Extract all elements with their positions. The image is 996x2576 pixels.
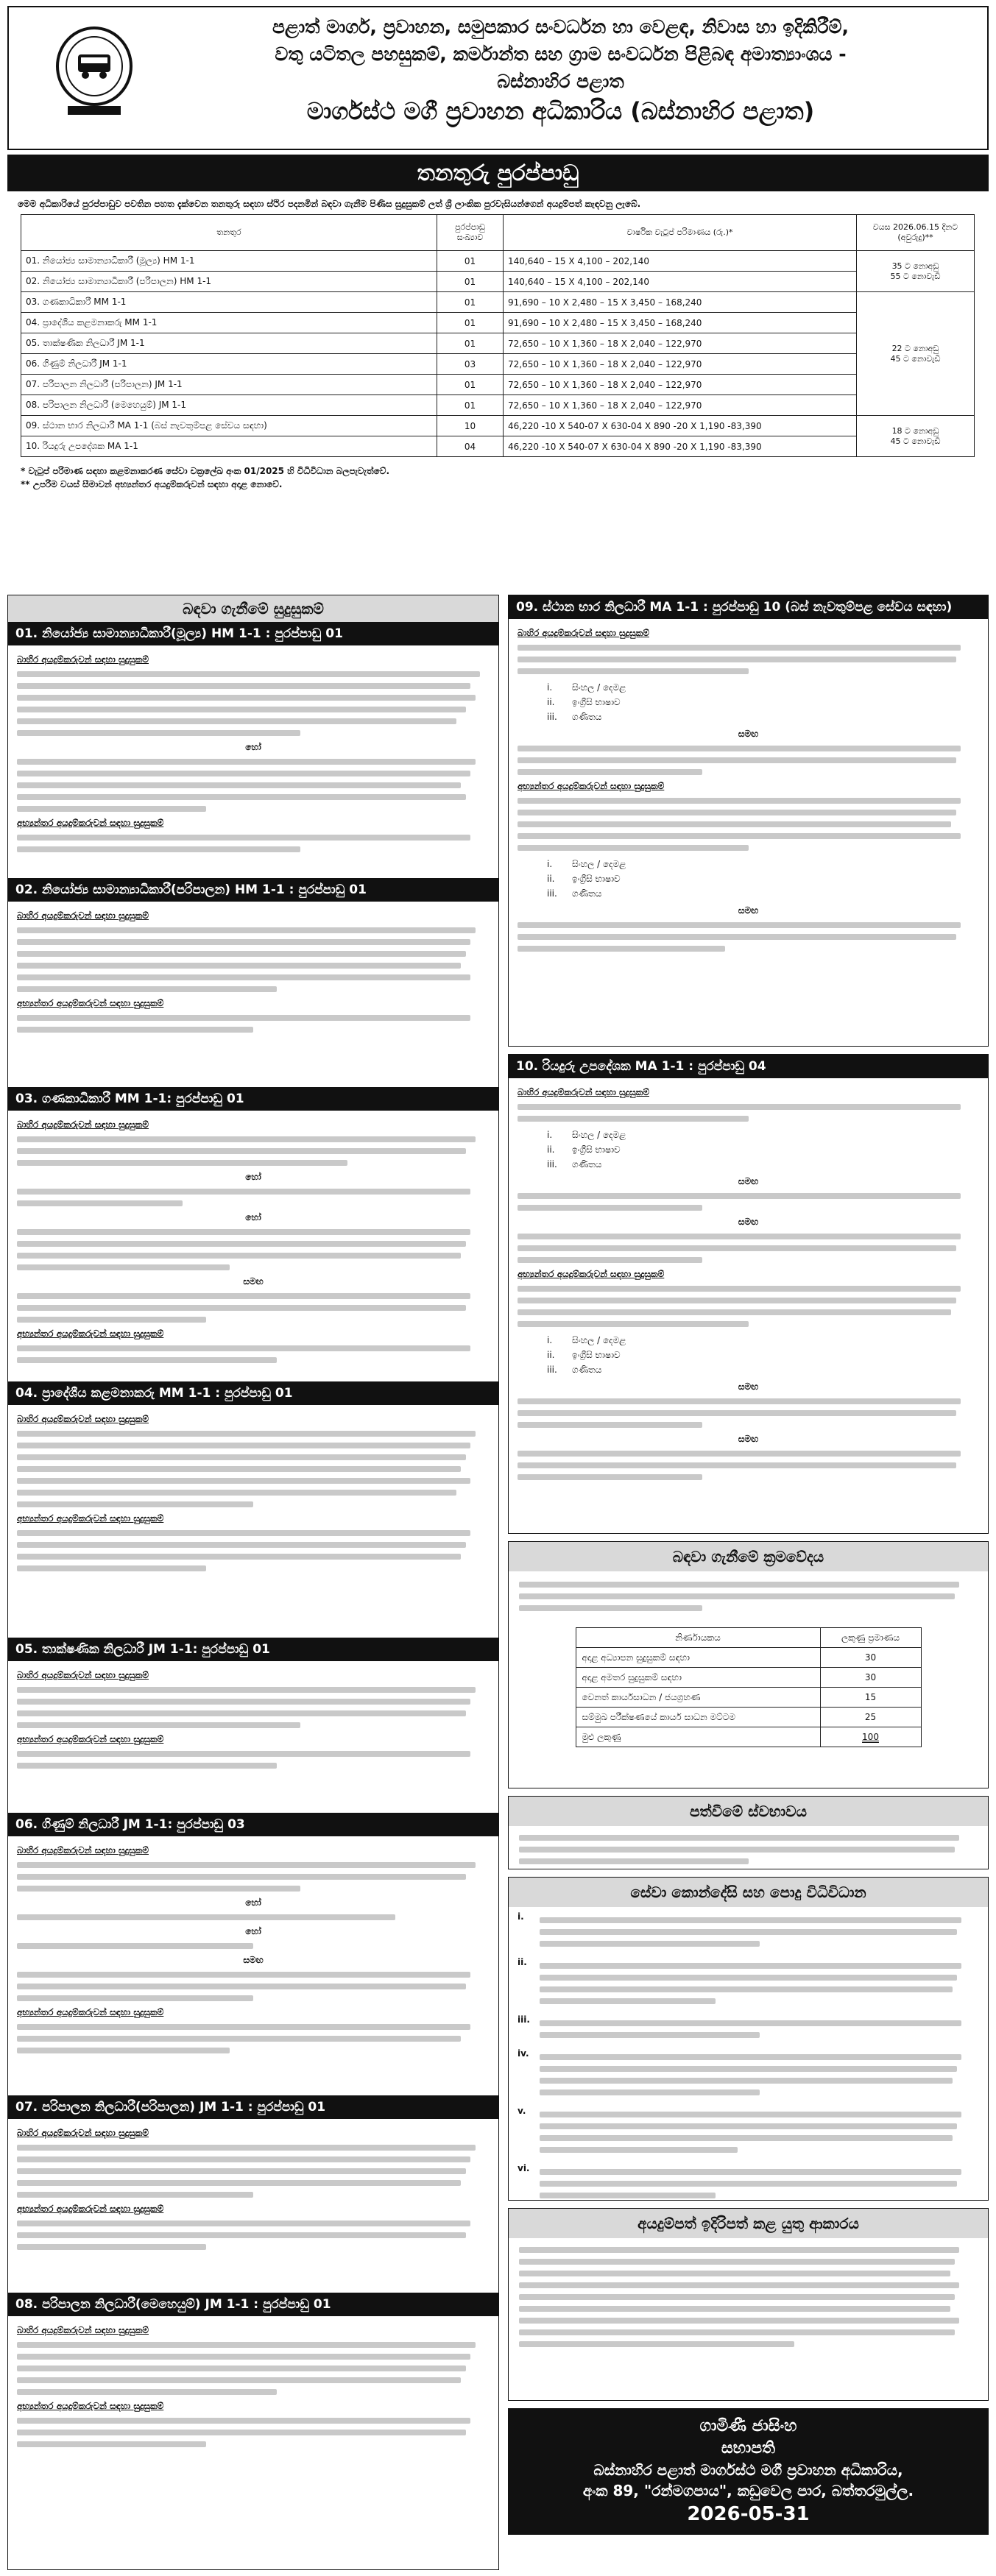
row-count: 01 xyxy=(437,272,504,292)
list-item: iii. ගණිතය xyxy=(547,888,602,899)
list-item: ii. ඉංග්‍රීසි භාෂාව xyxy=(547,1350,621,1360)
age-group-1: 35 ට නොඅඩු 55 ට නොවැඩි xyxy=(857,251,975,292)
header-count: පුරප්පාඩු සංඛ්‍යාව xyxy=(437,215,504,251)
subject-list xyxy=(547,1128,979,1172)
subject-list xyxy=(547,857,979,901)
row-post: 03. ගණකාධිකාරී MM 1-1 xyxy=(21,292,437,313)
and-separator: සමඟ xyxy=(738,1381,759,1392)
internal-label: අභ්‍යන්තර අයදුම්කරුවන් සඳහා සුදුසුකම් xyxy=(518,1269,665,1279)
row-post: 10. රියදුරු උපදේශක MA 1-1 xyxy=(21,436,437,457)
and-separator: සමඟ xyxy=(738,1434,759,1444)
external-label: බාහිර අයදුම්කරුවන් සඳහා සුදුසුකම් xyxy=(17,1414,149,1424)
marks-header-value: ලකුණු ප්‍රමාණය xyxy=(820,1628,921,1648)
authority-name: මාර්ගස්ථ මගී ප්‍රවාහන අධිකාරිය (බස්නාහිර පළාත) xyxy=(306,97,815,125)
row-salary: 72,650 – 10 X 1,360 – 18 X 2,040 – 122,970 xyxy=(504,333,857,354)
qualifications-columns xyxy=(7,595,989,2570)
post-06-title: 06. ගිණුම් නිලධාරී JM 1-1: පුරප්පාඩු 03 xyxy=(8,1813,498,1836)
row-count: 10 xyxy=(437,416,504,436)
age-group-3: 18 ට නොඅඩු 45 ට නොවැඩි xyxy=(857,416,975,457)
internal-label: අභ්‍යන්තර අයදුම්කරුවන් සඳහා සුදුසුකම් xyxy=(17,2007,164,2017)
list-item: ii. xyxy=(518,1957,979,2010)
authority-logo-icon xyxy=(53,22,135,119)
post-03-body xyxy=(8,1111,498,1381)
post-10-title: 10. රියදුරු උපදේශක MA 1-1 : පුරප්පාඩු 04 xyxy=(509,1055,988,1078)
table-row xyxy=(21,251,975,272)
list-item: ii. ඉංග්‍රීසි භාෂාව xyxy=(547,697,621,707)
marks-header-criteria: නිර්ණායකය xyxy=(576,1628,820,1648)
internal-label: අභ්‍යන්තර අයදුම්කරුවන් සඳහා සුදුසුකම් xyxy=(17,1734,164,1744)
list-item: i. xyxy=(518,1911,979,1953)
and-separator: සමඟ xyxy=(243,1955,264,1965)
row-count: 04 xyxy=(437,436,504,457)
post-08-title: 08. පරිපාලන නිලධාරී(මෙහෙයුම්) JM 1-1 : පුරප්පාඩු 01 xyxy=(8,2293,498,2316)
post-08-body xyxy=(8,2316,498,2497)
row-count: 01 xyxy=(437,313,504,333)
table-row xyxy=(21,375,975,395)
external-label: බාහිර අයදුම්කරුවන් සඳහා සුදුසුකම් xyxy=(518,628,649,638)
notice-page xyxy=(7,6,989,2570)
note-age: ** උපරිම වයස් සීමාවන් අභ්‍යන්තර අයදුම්කරුවන් සඳහා අදාළ නොවේ. xyxy=(21,479,283,489)
row-count: 01 xyxy=(437,251,504,272)
row-post: 05. තාක්ෂණික නිලධාරී JM 1-1 xyxy=(21,333,437,354)
table-row xyxy=(21,313,975,333)
external-label: බාහිර අයදුම්කරුවන් සඳහා සුදුසුකම් xyxy=(17,2128,149,2138)
age-group-2: 22 ට නොඅඩු 45 ට නොවැඩි xyxy=(857,292,975,416)
row-count: 01 xyxy=(437,395,504,416)
row-post: 02. නියෝජ්‍ය සාමාන්‍යාධිකාරී (පරිපාලන) HM 1-1 xyxy=(21,272,437,292)
and-separator: සමඟ xyxy=(738,729,759,739)
internal-label: අභ්‍යන්තර අයදුම්කරුවන් සඳහා සුදුසුකම් xyxy=(17,998,164,1008)
post-01-title: 01. නියෝජ්‍ය සාමාන්‍යාධිකාරී(මූල්‍ය) HM 1-1 : පුරප්පාඩු 01 xyxy=(8,622,498,645)
external-label: බාහිර අයදුම්කරුවන් සඳහා සුදුසුකම් xyxy=(17,1670,149,1680)
left-column xyxy=(7,595,499,2570)
ministry-line-3: බස්නාහිර පළාත xyxy=(497,71,624,92)
post-09-section xyxy=(508,595,989,1047)
or-separator: හෝ xyxy=(245,1212,261,1222)
post-07-title: 07. පරිපාලන නිලධාරී(පරිපාලන) JM 1-1 : පුරප්පාඩු 01 xyxy=(8,2095,498,2119)
header-salary: වාර්ෂික වැටුප් පරිමාණය (රු.)* xyxy=(504,215,857,251)
table-row xyxy=(21,395,975,416)
list-item: iii. xyxy=(518,2014,979,2044)
table-row: මුළු ලකුණු 100 xyxy=(576,1727,921,1747)
external-label: බාහිර අයදුම්කරුවන් සඳහා සුදුසුකම් xyxy=(17,910,149,921)
list-item: i. සිංහල / දෙමළ xyxy=(547,859,626,869)
note-salary: * වැටුප් පරිමාණ සඳහා කළමනාකරණ සේවා චක්‍රලේඛ අංක 01/2025 හි විධිවිධාන බලපැවැත්වේ. xyxy=(21,466,389,476)
table-row: අදාළ අධ්‍යාපන සුදුසුකම් සඳහා 30 xyxy=(576,1648,921,1668)
list-item: i. සිංහල / දෙමළ xyxy=(547,682,626,693)
list-item: ii. ඉංග්‍රීසි භාෂාව xyxy=(547,874,621,884)
post-01-body xyxy=(8,645,498,878)
intro-text: මෙම අධිකාරියේ පුරප්පාඩුව පවතින පහත දැක්වෙන තනතුරු සඳහා ස්ථිර පදනමින් බඳවා ගැනීම පිණිස සුදුසුකම් ලත් ශ්‍රී ලාංකික පුරවැසියන්ගෙන් අයදුම්පත් කැඳවනු ලැබේ. xyxy=(18,199,641,209)
row-post: 07. පරිපාලන නිලධාරී (පරිපාලන) JM 1-1 xyxy=(21,375,437,395)
vacancy-table xyxy=(21,214,975,457)
header xyxy=(7,6,989,150)
apply-heading: අයදුම්පත් ඉදිරිපත් කළ යුතු ආකාරය xyxy=(509,2209,988,2238)
and-separator: සමඟ xyxy=(738,905,759,916)
method-heading: බඳවා ගැනීමේ ක්‍රමවේදය xyxy=(509,1542,988,1571)
internal-label: අභ්‍යන්තර අයදුම්කරුවන් සඳහා සුදුසුකම් xyxy=(17,1328,164,1339)
row-salary: 46,220 -10 X 540-07 X 630-04 X 890 -20 X 1,190 -83,390 xyxy=(504,416,857,436)
row-post: 04. ප්‍රාදේශීය කළමනාකරු MM 1-1 xyxy=(21,313,437,333)
signatory-name: ගාමිණී ජාසිංහ xyxy=(699,2417,797,2435)
external-label: බාහිර අයදුම්කරුවන් සඳහා සුදුසුකම් xyxy=(518,1087,649,1097)
signature-block xyxy=(508,2408,989,2535)
row-count: 01 xyxy=(437,375,504,395)
table-header-row xyxy=(21,215,975,251)
row-count: 03 xyxy=(437,354,504,375)
list-item: iii. ගණිතය xyxy=(547,1159,602,1170)
list-item: iv. xyxy=(518,2048,979,2101)
external-label: බාහිර අයදුම්කරුවන් සඳහා සුදුසුකම් xyxy=(17,654,149,665)
internal-label: අභ්‍යන්තර අයදුම්කරුවන් සඳහා සුදුසුකම් xyxy=(518,781,665,791)
table-row xyxy=(21,272,975,292)
post-10-section xyxy=(508,1054,989,1534)
ministry-line-2: වතු යටිතල පහසුකම්, කර්මාන්ත සහ ග්‍රාම සංවර්ධන පිළිබඳ අමාත්‍යාංශය - xyxy=(275,43,847,65)
or-separator: හෝ xyxy=(245,1172,261,1182)
marks-header-row xyxy=(576,1628,921,1648)
list-item: iii. ගණිතය xyxy=(547,712,602,722)
table-row xyxy=(21,436,975,457)
post-02-title: 02. නියෝජ්‍ය සාමාන්‍යාධිකාරී(පරිපාලන) HM 1-1 : පුරප්පාඩු 01 xyxy=(8,878,498,902)
recruitment-method-section xyxy=(508,1541,989,1788)
row-post: 08. පරිපාලන නිලධාරී (මෙහෙයුම්) JM 1-1 xyxy=(21,395,437,416)
page-title: තනතුරු පුරප්පාඩු xyxy=(7,155,989,191)
row-post: 09. ස්ථාන භාර නිලධාරී MA 1-1 (බස් නැවතුම්පළ සේවය සඳහා) xyxy=(21,416,437,436)
and-separator: සමඟ xyxy=(738,1176,759,1186)
list-item: iii. ගණිතය xyxy=(547,1365,602,1375)
post-07-body xyxy=(8,2119,498,2293)
list-item: i. සිංහල / දෙමළ xyxy=(547,1335,626,1345)
list-item: vi. xyxy=(518,2163,979,2201)
row-salary: 91,690 – 10 X 2,480 – 15 X 3,450 – 168,240 xyxy=(504,292,857,313)
post-06-body xyxy=(8,1836,498,2095)
post-03-title: 03. ගණකාධිකාරී MM 1-1: පුරප්පාඩු 01 xyxy=(8,1087,498,1111)
subject-list xyxy=(547,680,979,724)
table-row xyxy=(21,333,975,354)
post-02-body xyxy=(8,902,498,1087)
table-row xyxy=(21,292,975,313)
row-count: 01 xyxy=(437,292,504,313)
internal-label: අභ්‍යන්තර අයදුම්කරුවන් සඳහා සුදුසුකම් xyxy=(17,2204,164,2214)
marks-table xyxy=(576,1627,922,1747)
post-09-title: 09. ස්ථාන භාර නිලධාරී MA 1-1 : පුරප්පාඩු 10 (බස් නැවතුම්පළ සේවය සඳහා) xyxy=(509,595,988,619)
table-row: වෙනත් කාර්යසාධන / ජයග්‍රහණ 15 xyxy=(576,1688,921,1708)
conditions-section xyxy=(508,1877,989,2201)
apply-section xyxy=(508,2208,989,2401)
list-item: i. සිංහල / දෙමළ xyxy=(547,1130,626,1140)
row-salary: 46,220 -10 X 540-07 X 630-04 X 890 -20 X 1,190 -83,390 xyxy=(504,436,857,457)
header-age: වයස 2026.06.15 දිනට (අවුරුදු)** xyxy=(857,215,975,251)
row-salary: 72,650 – 10 X 1,360 – 18 X 2,040 – 122,970 xyxy=(504,354,857,375)
ministry-line-1: පළාත් මාර්ග, ප්‍රවාහන, සමුපකාර සංවර්ධන හා වෙළඳ, නිවාස හා ඉදිකිරීම්, xyxy=(272,16,850,38)
row-count: 01 xyxy=(437,333,504,354)
row-post: 06. ගිණුම් නිලධාරී JM 1-1 xyxy=(21,354,437,375)
external-label: බාහිර අයදුම්කරුවන් සඳහා සුදුසුකම් xyxy=(17,1119,149,1130)
external-label: බාහිර අයදුම්කරුවන් සඳහා සුදුසුකම් xyxy=(17,2325,149,2335)
post-04-body xyxy=(8,1405,498,1638)
qualifications-heading: බඳවා ගැනීමේ සුදුසුකම් xyxy=(8,595,498,622)
post-05-title: 05. තාක්ෂණික නිලධාරී JM 1-1: පුරප්පාඩු 01 xyxy=(8,1638,498,1661)
signatory-address: අංක 89, "රන්මගපාය", කඩුවෙල පාර, බත්තරමුල්ල. xyxy=(582,2482,914,2499)
row-salary: 140,640 – 15 X 4,100 – 202,140 xyxy=(504,251,857,272)
table-row: අදාළ අමතර සුදුසුකම් සඳහා 30 xyxy=(576,1668,921,1688)
or-separator: හෝ xyxy=(245,1897,261,1908)
conditions-list xyxy=(509,1911,988,2201)
signatory-org: බස්නාහිර පළාත් මාර්ගස්ථ මගී ප්‍රවාහන අධිකාරිය, xyxy=(593,2461,903,2479)
header-post: තනතුර xyxy=(21,215,437,251)
or-separator: හෝ xyxy=(245,742,261,752)
post-04-title: 04. ප්‍රාදේශීය කළමනාකරු MM 1-1 : පුරප්පාඩු 01 xyxy=(8,1381,498,1405)
right-column xyxy=(508,595,989,2570)
table-row: සම්මුඛ පරීක්ෂණයේ කාර්ය සාධන මට්ටම 25 xyxy=(576,1708,921,1727)
conditions-heading: සේවා කොන්දේසි සහ පොදු විධිවිධාන xyxy=(509,1878,988,1907)
service-nature-section xyxy=(508,1796,989,1869)
list-item: ii. ඉංග්‍රීසි භාෂාව xyxy=(547,1144,621,1155)
external-label: බාහිර අයදුම්කරුවන් සඳහා සුදුසුකම් xyxy=(17,1845,149,1855)
row-salary: 140,640 – 15 X 4,100 – 202,140 xyxy=(504,272,857,292)
post-05-body xyxy=(8,1661,498,1813)
internal-label: අභ්‍යන්තර අයදුම්කරුවන් සඳහා සුදුසුකම් xyxy=(17,2401,164,2411)
service-nature-heading: පත්වීමේ ස්වභාවය xyxy=(509,1797,988,1826)
subject-list xyxy=(547,1333,979,1377)
row-salary: 91,690 – 10 X 2,480 – 15 X 3,450 – 168,240 xyxy=(504,313,857,333)
table-row xyxy=(21,354,975,375)
row-salary: 72,650 – 10 X 1,360 – 18 X 2,040 – 122,970 xyxy=(504,375,857,395)
internal-label: අභ්‍යන්තර අයදුම්කරුවන් සඳහා සුදුසුකම් xyxy=(17,818,164,828)
salary-notes xyxy=(21,464,975,491)
and-separator: සමඟ xyxy=(243,1276,264,1287)
signature-date: 2026-05-31 xyxy=(687,2503,810,2525)
and-separator: සමඟ xyxy=(738,1217,759,1227)
table-row xyxy=(21,416,975,436)
row-post: 01. නියෝජ්‍ය සාමාන්‍යාධිකාරී (මූල්‍ය) HM 1-1 xyxy=(21,251,437,272)
internal-label: අභ්‍යන්තර අයදුම්කරුවන් සඳහා සුදුසුකම් xyxy=(17,1513,164,1524)
or-separator: හෝ xyxy=(245,1926,261,1936)
list-item: v. xyxy=(518,2106,979,2159)
signatory-title: සභාපති xyxy=(721,2439,776,2458)
row-salary: 72,650 – 10 X 1,360 – 18 X 2,040 – 122,970 xyxy=(504,395,857,416)
